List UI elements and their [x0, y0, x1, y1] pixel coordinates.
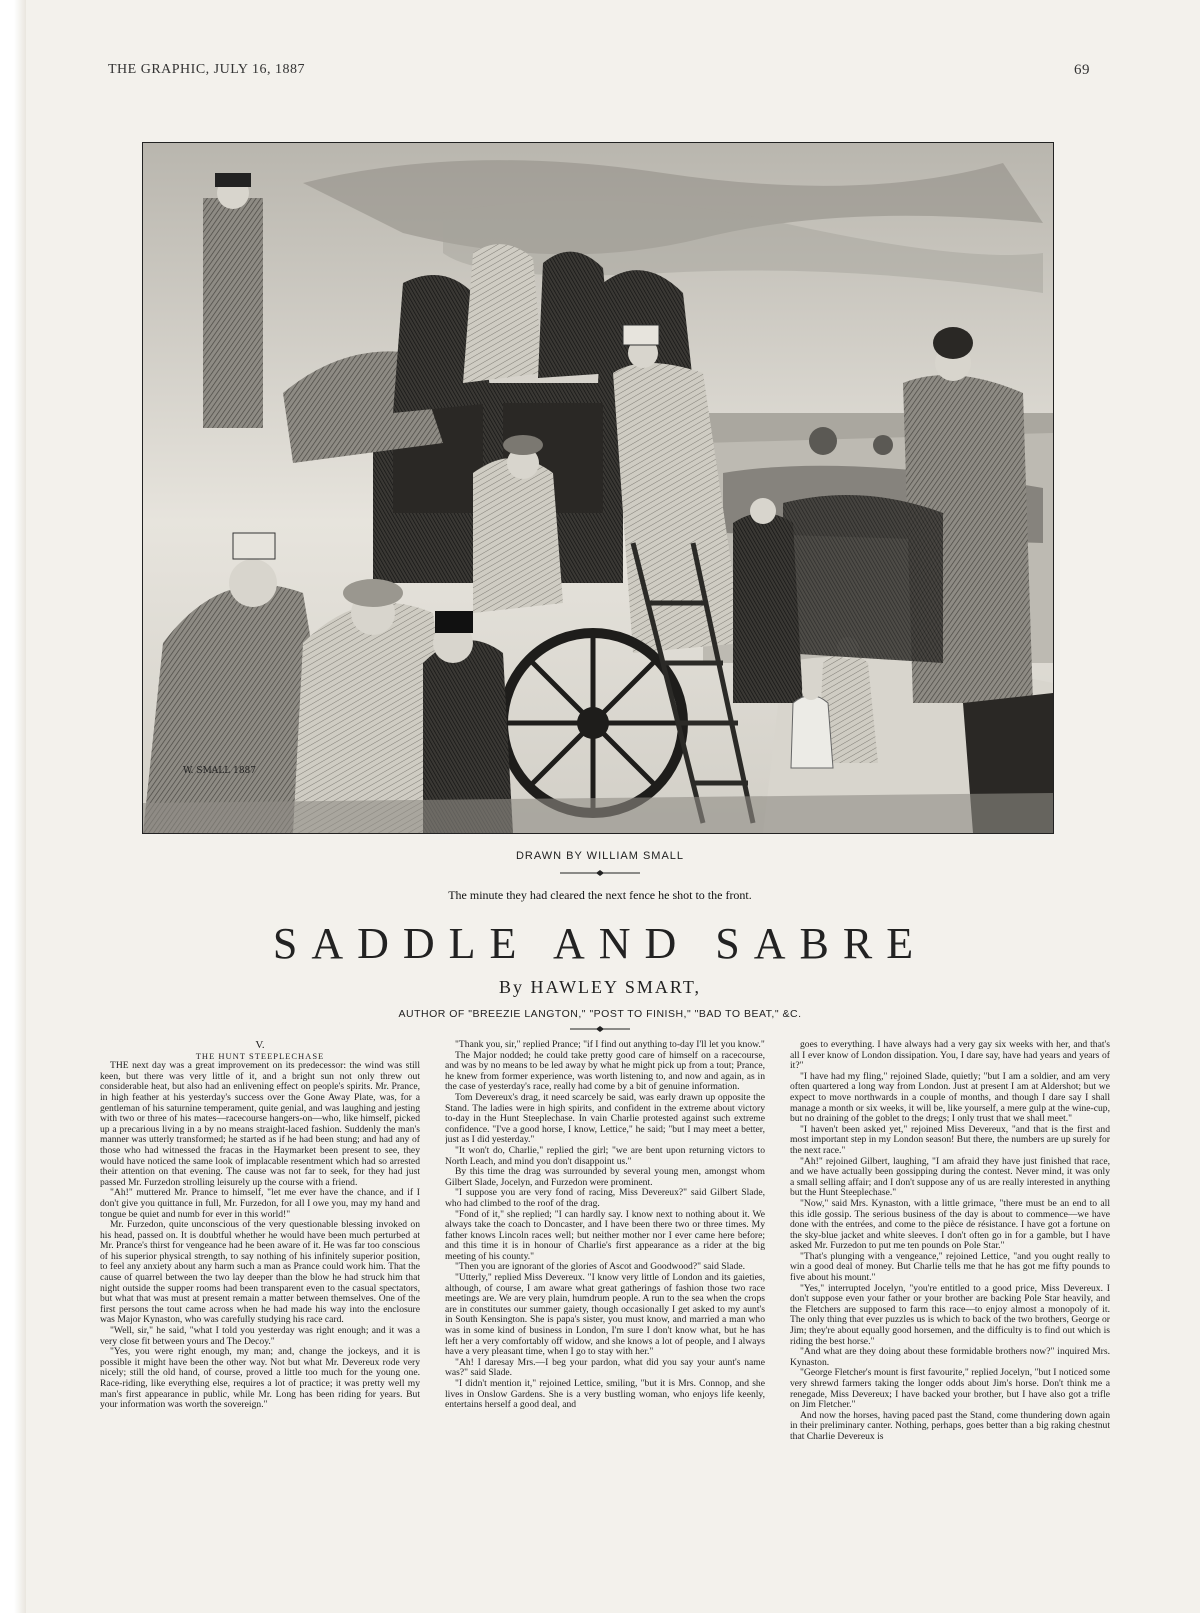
artist-signature: W. SMALL 1887: [183, 766, 256, 776]
paragraph: "Fond of it," she replied; "I can hardly say. I know next to nothing about it. We always take the coach to Doncaster, and I have been there two or three times. My father knows Lincoln races well; but neither mother nor I ever came here before; and this time it is in honour of Charlie's first appearance as a rider at the big meeting of his county.": [445, 1208, 765, 1262]
paragraph: "I haven't been asked yet," rejoined Miss Devereux, "and that is the first and most important step in my London season! But there, the numbers are up surely for the next race.": [790, 1123, 1110, 1156]
paragraph: goes to everything. I have always had a very gay six weeks with her, and that's all I ever know of London dissipation. You, I dare say, have had years and years of it?": [790, 1040, 1110, 1072]
paragraph: Mr. Furzedon, quite unconscious of the very questionable blessing invoked on his head, passed on. It is doubtful whether he would have been much perturbed at Mr. Prance's thirst for vengeance had he been aware of it. He was far too conscious of his superior physical strength, to say nothing of his infinitely superior position, to feel any anxiety about any harm such a man as Prance could work him. That the cause of quarrel between the two lay deeper than the blow he had struck him that night outside the supper rooms had been transparent even to the casual spectators, but what that was must at present remain a matter between themselves. One of the first persons the tout came across when he had made his way into the enclosure was Major Kynaston, who was carefully studying his race card.: [100, 1219, 420, 1326]
paragraph: THE next day was a great improvement on its predecessor: the wind was still keen, but there was very little of it, and a bright sun not only threw out considerable heat, but also had an enlivening effect on people's spirits. Mr. Prance, in high feather at his yesterday's success over the Gone Away Plate, was, for a gentleman of his saturnine temperament, quite genial, and was laughing and jesting with two or three of his mates—racecourse hangers-on—who, like himself, picked up a precarious living in a by no means straight-laced fashion. Suddenly the man's manner was utterly transformed; he started as if he had been stung; and had any of those who had witnessed the fracas in the Haymarket been present to see, they would have noticed the same look of implacable resentment which had so arrested their attention on that evening. The cause was not far to seek, for they had just passed Mr. Furzedon strolling leisurely up the course with a friend.: [100, 1060, 420, 1188]
paragraph: By this time the drag was surrounded by several young men, amongst whom Gilbert Slade, Jocelyn, and Furzedon were prominent.: [445, 1166, 765, 1188]
paragraph: "That's plunging with a vengeance," rejoined Lettice, "and you ought really to win a good deal of money. But Charlie tells me that he has got me fifty pounds to five about his mount.": [790, 1250, 1110, 1284]
paragraph: And now the horses, having paced past the Stand, come thundering down again in their preliminary canter. Nothing, perhaps, goes better than a big raking chestnut that Charlie Devereux is: [790, 1409, 1110, 1442]
paragraph: "I have had my fling," rejoined Slade, quietly; "but I am a soldier, and am very often quartered a long way from London. Just at present I am at Aldershot; but we expect to move northwards in a couple of months, and though I dare say I shall manage a month or six weeks, it will be, like yourself, a mere gulp at the wine-cup, but no draining of the goblet to the dregs; I only trust that we shall meet.": [790, 1070, 1110, 1125]
paragraph: "Ah! I daresay Mrs.—I beg your pardon, what did you say your aunt's name was?" said Slade.: [445, 1356, 765, 1379]
paragraph: "Ah!" rejoined Gilbert, laughing, "I am afraid they have just finished that race, and we have actually been gossipping during the contest. Never mind, it was only a small selling affair; and I don't suppose any of us are really interested in anything but the Hunt Steeplechase.": [790, 1155, 1110, 1199]
paragraph: "I didn't mention it," rejoined Lettice, smiling, "but it is Mrs. Connop, and she lives in Onslow Gardens. She is a very bustling woman, who enjoys life keenly, entertains herself a good deal, and: [445, 1378, 765, 1411]
article-column-1: [100, 1040, 420, 1585]
paragraph: "Ah!" muttered Mr. Prance to himself, "let me ever have the chance, and if I don't give you quittance in full, Mr. Furzedon, for all I owe you, may my hand and tongue be quiet and numb for ever in this world!": [100, 1187, 420, 1220]
article-columns: [100, 1040, 1110, 1585]
ornament-rule-small: [570, 1025, 630, 1033]
story-title: SADDLE AND SABRE: [272, 919, 928, 968]
illustration-caption: The minute they had cleared the next fence he shot to the front.: [448, 888, 752, 902]
paragraph: "Well, sir," he said, "what I told you yesterday was right enough; and it was a very close fit between yours and The Decoy.": [100, 1325, 420, 1347]
ornament-rule: [560, 869, 640, 877]
paragraph: "It won't do, Charlie," replied the girl; "we are bent upon returning victors to North Leach, and mind you don't disappoint us.": [445, 1144, 765, 1167]
paragraph: "George Fletcher's mount is first favourite," replied Jocelyn, "but I noticed some very shrewd farmers taking the longer odds about Jim's horse. Don't think me a renegade, Miss Devereux; I have backed your brother, but I have also got a trifle on Jim Fletcher.": [790, 1367, 1110, 1411]
illustration-credit: DRAWN BY WILLIAM SMALL: [515, 850, 685, 862]
masthead: THE GRAPHIC, JULY 16, 1887: [108, 62, 305, 77]
paragraph: "And what are they doing about these formidable brothers now?" inquired Mrs. Kynaston.: [790, 1346, 1110, 1368]
article-column-3: [790, 1040, 1110, 1585]
paragraph: "Utterly," replied Miss Devereux. "I know very little of London and its gaieties, although, of course, I am aware what great gatherings of fashion those two race meetings are. We are very plain, humdrum people. A run to the sea when the crops are in constitutes our summer gaiety, though occasionally I get asked to my aunt's in South Kensington. She is papa's sister, you must know, and married a man who was in some kind of business in London, I'm sure I don't know what, but he has left her a very comfortably off widow, and she knows a lot of people, and I always have a very pleasant time, when I go to stay with her.": [445, 1272, 765, 1358]
paragraph: "Then you are ignorant of the glories of Ascot and Goodwood?" said Slade.: [455, 1261, 745, 1273]
page-header: [108, 62, 1090, 84]
paragraph: "I suppose you are very fond of racing, Miss Devereux?" said Gilbert Slade, who had climbed to the roof of the drag.: [445, 1187, 765, 1209]
paragraph: "Now," said Mrs. Kynaston, with a little grimace, "there must be an end to all this idle gossip. The serious business of the day is about to commence—we have done with the entrées, and come to the pièce de résistance. I have got a fortune on the sky-blue jacket and white sleeves. I don't often go in for a gamble, but I have asked Mr. Furzedon to put me ten pounds on Pole Star.": [790, 1197, 1110, 1252]
author-previous-works: AUTHOR OF "BREEZIE LANGTON," "POST TO FINISH," "BAD TO BEAT," &C.: [398, 1008, 802, 1020]
chapter-title: THE HUNT STEEPLECHASE: [195, 1050, 325, 1061]
paragraph: "Thank you, sir," replied Prance; "if I find out anything to-day I'll let you know.": [455, 1040, 765, 1050]
race-crowd-engraving: [143, 143, 1053, 833]
paragraph: Tom Devereux's drag, it need scarcely be said, was early drawn up opposite the Stand. The ladies were in high spirits, and confident in the extreme about victory to-day in the Hunt Steeplechase. In vain Charlie protested against such extreme confidence. "I've a good horse, I know, Lettice," he said; "but I may meet a better, just as I did yesterday.": [445, 1091, 765, 1146]
engraving-illustration: [142, 142, 1054, 834]
article-column-2: [445, 1040, 765, 1585]
chapter-number: V.: [255, 1040, 265, 1051]
paragraph: "Yes," interrupted Jocelyn, "you're entitled to a good price, Miss Devereux. I don't suppose even your father or your brother are backing Pole Star heavily, and the Fletchers are supposed to farm this race—to enjoy almost a monopoly of it. The only thing that ever puzzles us is which to back of the two brothers, George or Jim; they're about equally good horsemen, and the difficulty is to find out which is riding the best horse.": [790, 1282, 1110, 1347]
story-byline: By HAWLEY SMART,: [499, 977, 701, 997]
page-number: 69: [1074, 62, 1090, 78]
torn-page-edge: [0, 0, 26, 1613]
paragraph: "Yes, you were right enough, my man; and, change the jockeys, and it is possible it might have been the other way. Not but what Mr. Devereux rode very nicely; still the old hand, of course, proved a little too much for the young one. Race-riding, like everything else, requires a lot of practice; it was pretty well my man's first appearance in public, while Mr. Long has been riding for years. But your information was worth the sovereign.": [100, 1346, 420, 1411]
paragraph: The Major nodded; he could take pretty good care of himself on a racecourse, and was by no means to be led away by what he might pick up from a tout; Prance, he knew from former experience, was worth listening to, and now and again, as in the case of yesterday's race, really had come by a bit of genuine information.: [445, 1049, 765, 1093]
